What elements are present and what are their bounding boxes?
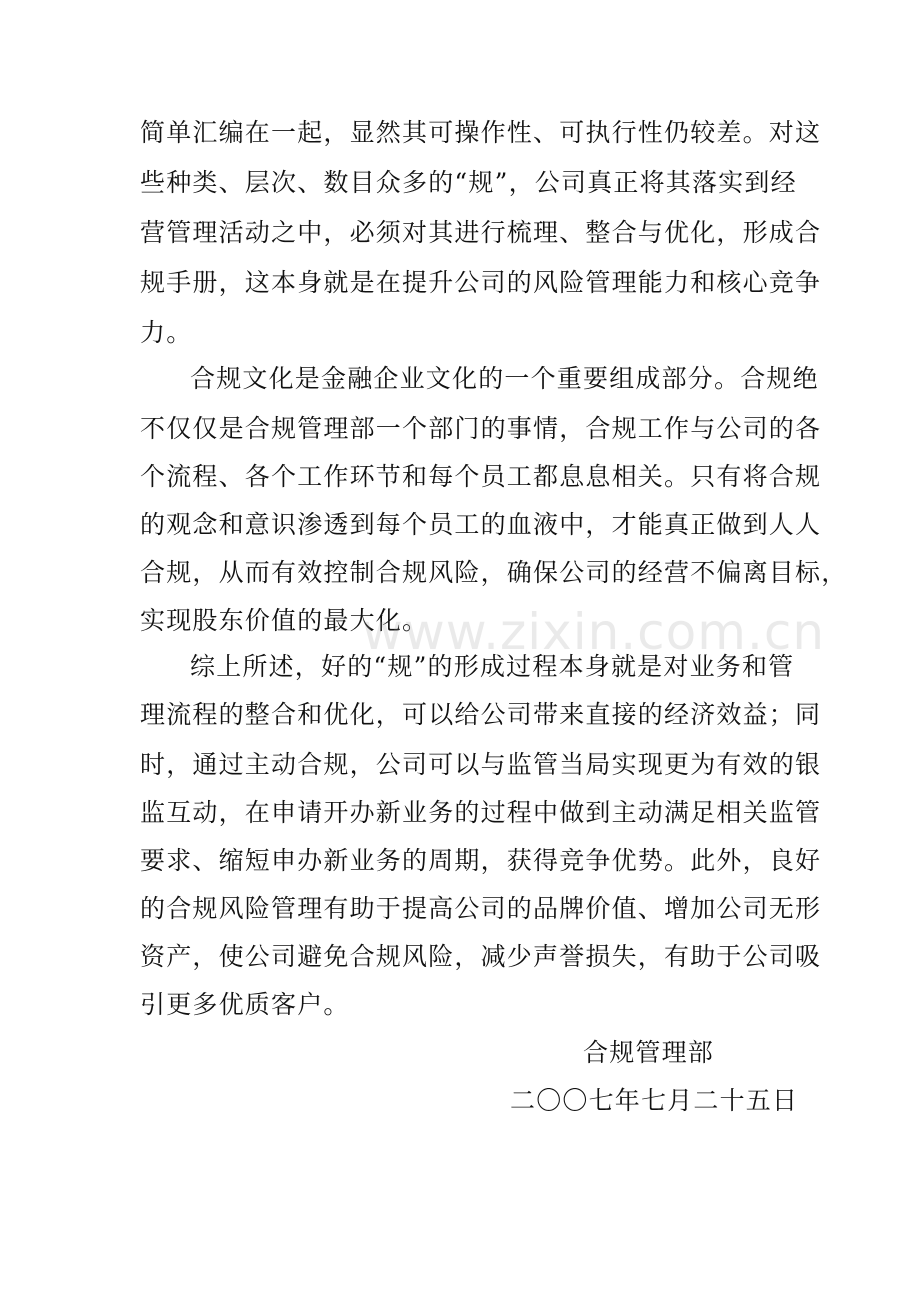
paragraph-1-line-5: 力。 — [140, 318, 193, 347]
paragraph-3-line-3: 时，通过主动合规，公司可以与监管当局实现更为有效的银 — [140, 750, 822, 779]
paragraph-1-line-2: 些种类、层次、数目众多的“规”，公司真正将其落实到经 — [140, 168, 797, 197]
paragraph-2-line-2: 不仅仅是合规管理部一个部门的事情，合规工作与公司的各 — [140, 414, 822, 443]
paragraph-3-line-6: 的合规风险管理有助于提高公司的品牌价值、增加公司无形 — [140, 894, 822, 923]
paragraph-3-line-5: 要求、缩短申办新业务的周期，获得竞争优势。此外，良好 — [140, 846, 822, 875]
paragraph-3-line-8: 引更多优质客户。 — [140, 990, 350, 1019]
paragraph-2-line-3: 个流程、各个工作环节和每个员工都息息相关。只有将合规 — [140, 462, 822, 491]
paragraph-3-line-4: 监互动，在申请开办新业务的过程中做到主动满足相关监管 — [140, 798, 822, 827]
paragraph-3-line-2: 理流程的整合和优化，可以给公司带来直接的经济效益；同 — [140, 700, 822, 729]
paragraph-2-line-5: 合规，从而有效控制合规风险，确保公司的经营不偏离目标， — [140, 558, 848, 587]
signature-department: 合规管理部 — [583, 1038, 715, 1067]
paragraph-1-line-3: 营管理活动之中，必须对其进行梳理、整合与优化，形成合 — [140, 218, 822, 247]
paragraph-2-line-4: 的观念和意识渗透到每个员工的血液中，才能真正做到人人 — [140, 510, 822, 539]
watermark-text: www.zixin.com.cn — [362, 603, 826, 661]
signature-date: 二〇〇七年七月二十五日 — [510, 1086, 799, 1115]
paragraph-1-line-1: 简单汇编在一起，显然其可操作性、可执行性仍较差。对这 — [140, 118, 822, 147]
paragraph-3-line-7: 资产，使公司避免合规风险，减少声誉损失，有助于公司吸 — [140, 942, 822, 971]
paragraph-2-line-1: 合规文化是金融企业文化的一个重要组成部分。合规绝 — [190, 364, 819, 393]
paragraph-2-line-6: 实现股东价值的最大化。 — [140, 606, 429, 635]
paragraph-3-line-1: 综上所述，好的“规”的形成过程本身就是对业务和管 — [190, 652, 795, 681]
paragraph-1-line-4: 规手册，这本身就是在提升公司的风险管理能力和核心竞争 — [140, 268, 822, 297]
